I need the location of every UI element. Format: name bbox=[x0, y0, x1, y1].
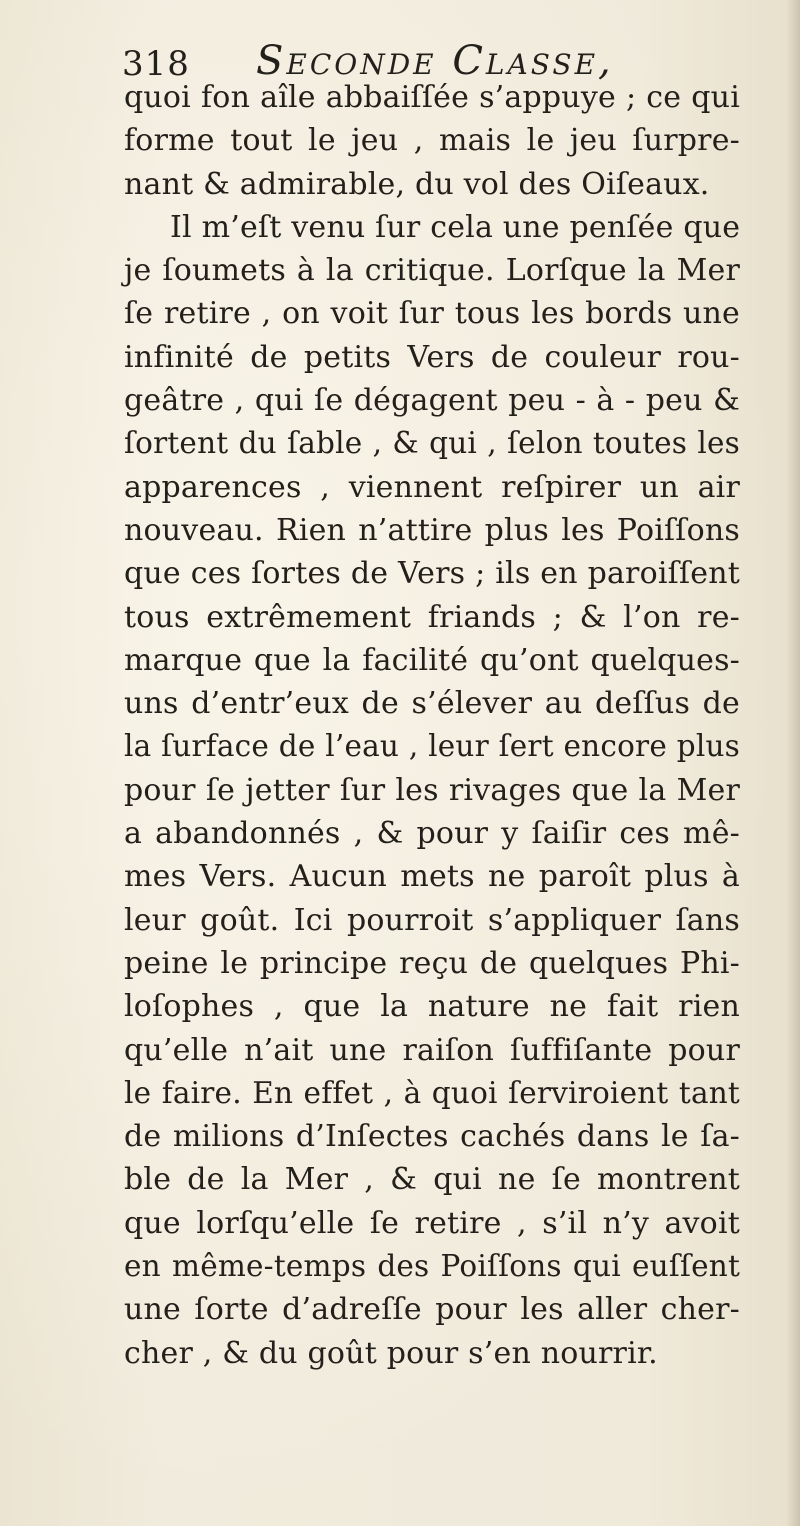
text-line: mes Vers. Aucun mets ne paroît plus à bbox=[124, 859, 740, 895]
text-line: apparences , viennent reſpirer un air bbox=[124, 469, 740, 505]
text-line: nant & admirable, du vol des Oiſeaux. bbox=[124, 166, 710, 202]
text-line: Il m’eſt venu ſur cela une penſée que bbox=[170, 209, 741, 245]
text-line: en même-temps des Poiſſons qui euſſent bbox=[124, 1249, 740, 1284]
text-line: leur goût. Ici pourroit s’appliquer ſans bbox=[124, 902, 740, 938]
text-line: peine le principe reçu de quelques Phi- bbox=[124, 945, 740, 981]
text-line: loſophes , que la nature ne fait rien bbox=[124, 989, 740, 1025]
text-line: de milions d’Inſectes cachés dans le ſa- bbox=[124, 1119, 740, 1155]
text-line: ſe retire , on voit ſur tous les bords une bbox=[124, 296, 740, 332]
text-line: je ſoumets à la critique. Lorſque la Mer bbox=[124, 253, 740, 289]
text-line: forme tout le jeu , mais le jeu ſurpre- bbox=[124, 123, 740, 159]
text-line: infinité de petits Vers de couleur rou- bbox=[124, 339, 740, 375]
text-line: tous extrêmement friands ; & l’on re- bbox=[124, 599, 740, 635]
text-line: ble de la Mer , & qui ne ſe montrent bbox=[124, 1162, 740, 1198]
text-line: la ſurface de l’eau , leur ſert encore plus bbox=[124, 729, 740, 764]
text-line: quoi fon aîle abbaiſſée s’appuye ; ce qui bbox=[124, 80, 740, 115]
text-line: le faire. En effet , à quoi ſerviroient tant bbox=[124, 1075, 740, 1110]
page-number: 318 bbox=[122, 44, 190, 84]
body-text bbox=[124, 76, 740, 1375]
text-line: que lorſqu’elle ſe retire , s’il n’y avoit bbox=[124, 1205, 740, 1241]
text-line: a abandonnés , & pour y ſaiſir ces mê- bbox=[124, 816, 740, 852]
page-edge-shadow bbox=[786, 0, 800, 1526]
text-line: ſortent du ſable , & qui , ſelon toutes les bbox=[124, 426, 740, 461]
text-line: cher , & du goût pour s’en nourrir. bbox=[124, 1335, 658, 1371]
text-line: nouveau. Rien n’attire plus les Poiſſons bbox=[124, 512, 740, 548]
text-line: uns d’entr’eux de s’élever au deſſus de bbox=[124, 686, 740, 722]
text-line: une ſorte d’adreſſe pour les aller cher- bbox=[124, 1292, 740, 1328]
text-line: pour ſe jetter ſur les rivages que la Mer bbox=[124, 772, 740, 808]
text-line: geâtre , qui ſe dégagent peu - à - peu & bbox=[124, 383, 740, 419]
text-line: marque que la facilité qu’ont quelques- bbox=[124, 642, 740, 678]
text-line: que ces ſortes de Vers ; ils en paroiſſent bbox=[124, 556, 740, 592]
text-line: qu’elle n’ait une raiſon ſuffiſante pour bbox=[124, 1032, 740, 1068]
running-head: Seconde Classe, bbox=[256, 38, 614, 84]
